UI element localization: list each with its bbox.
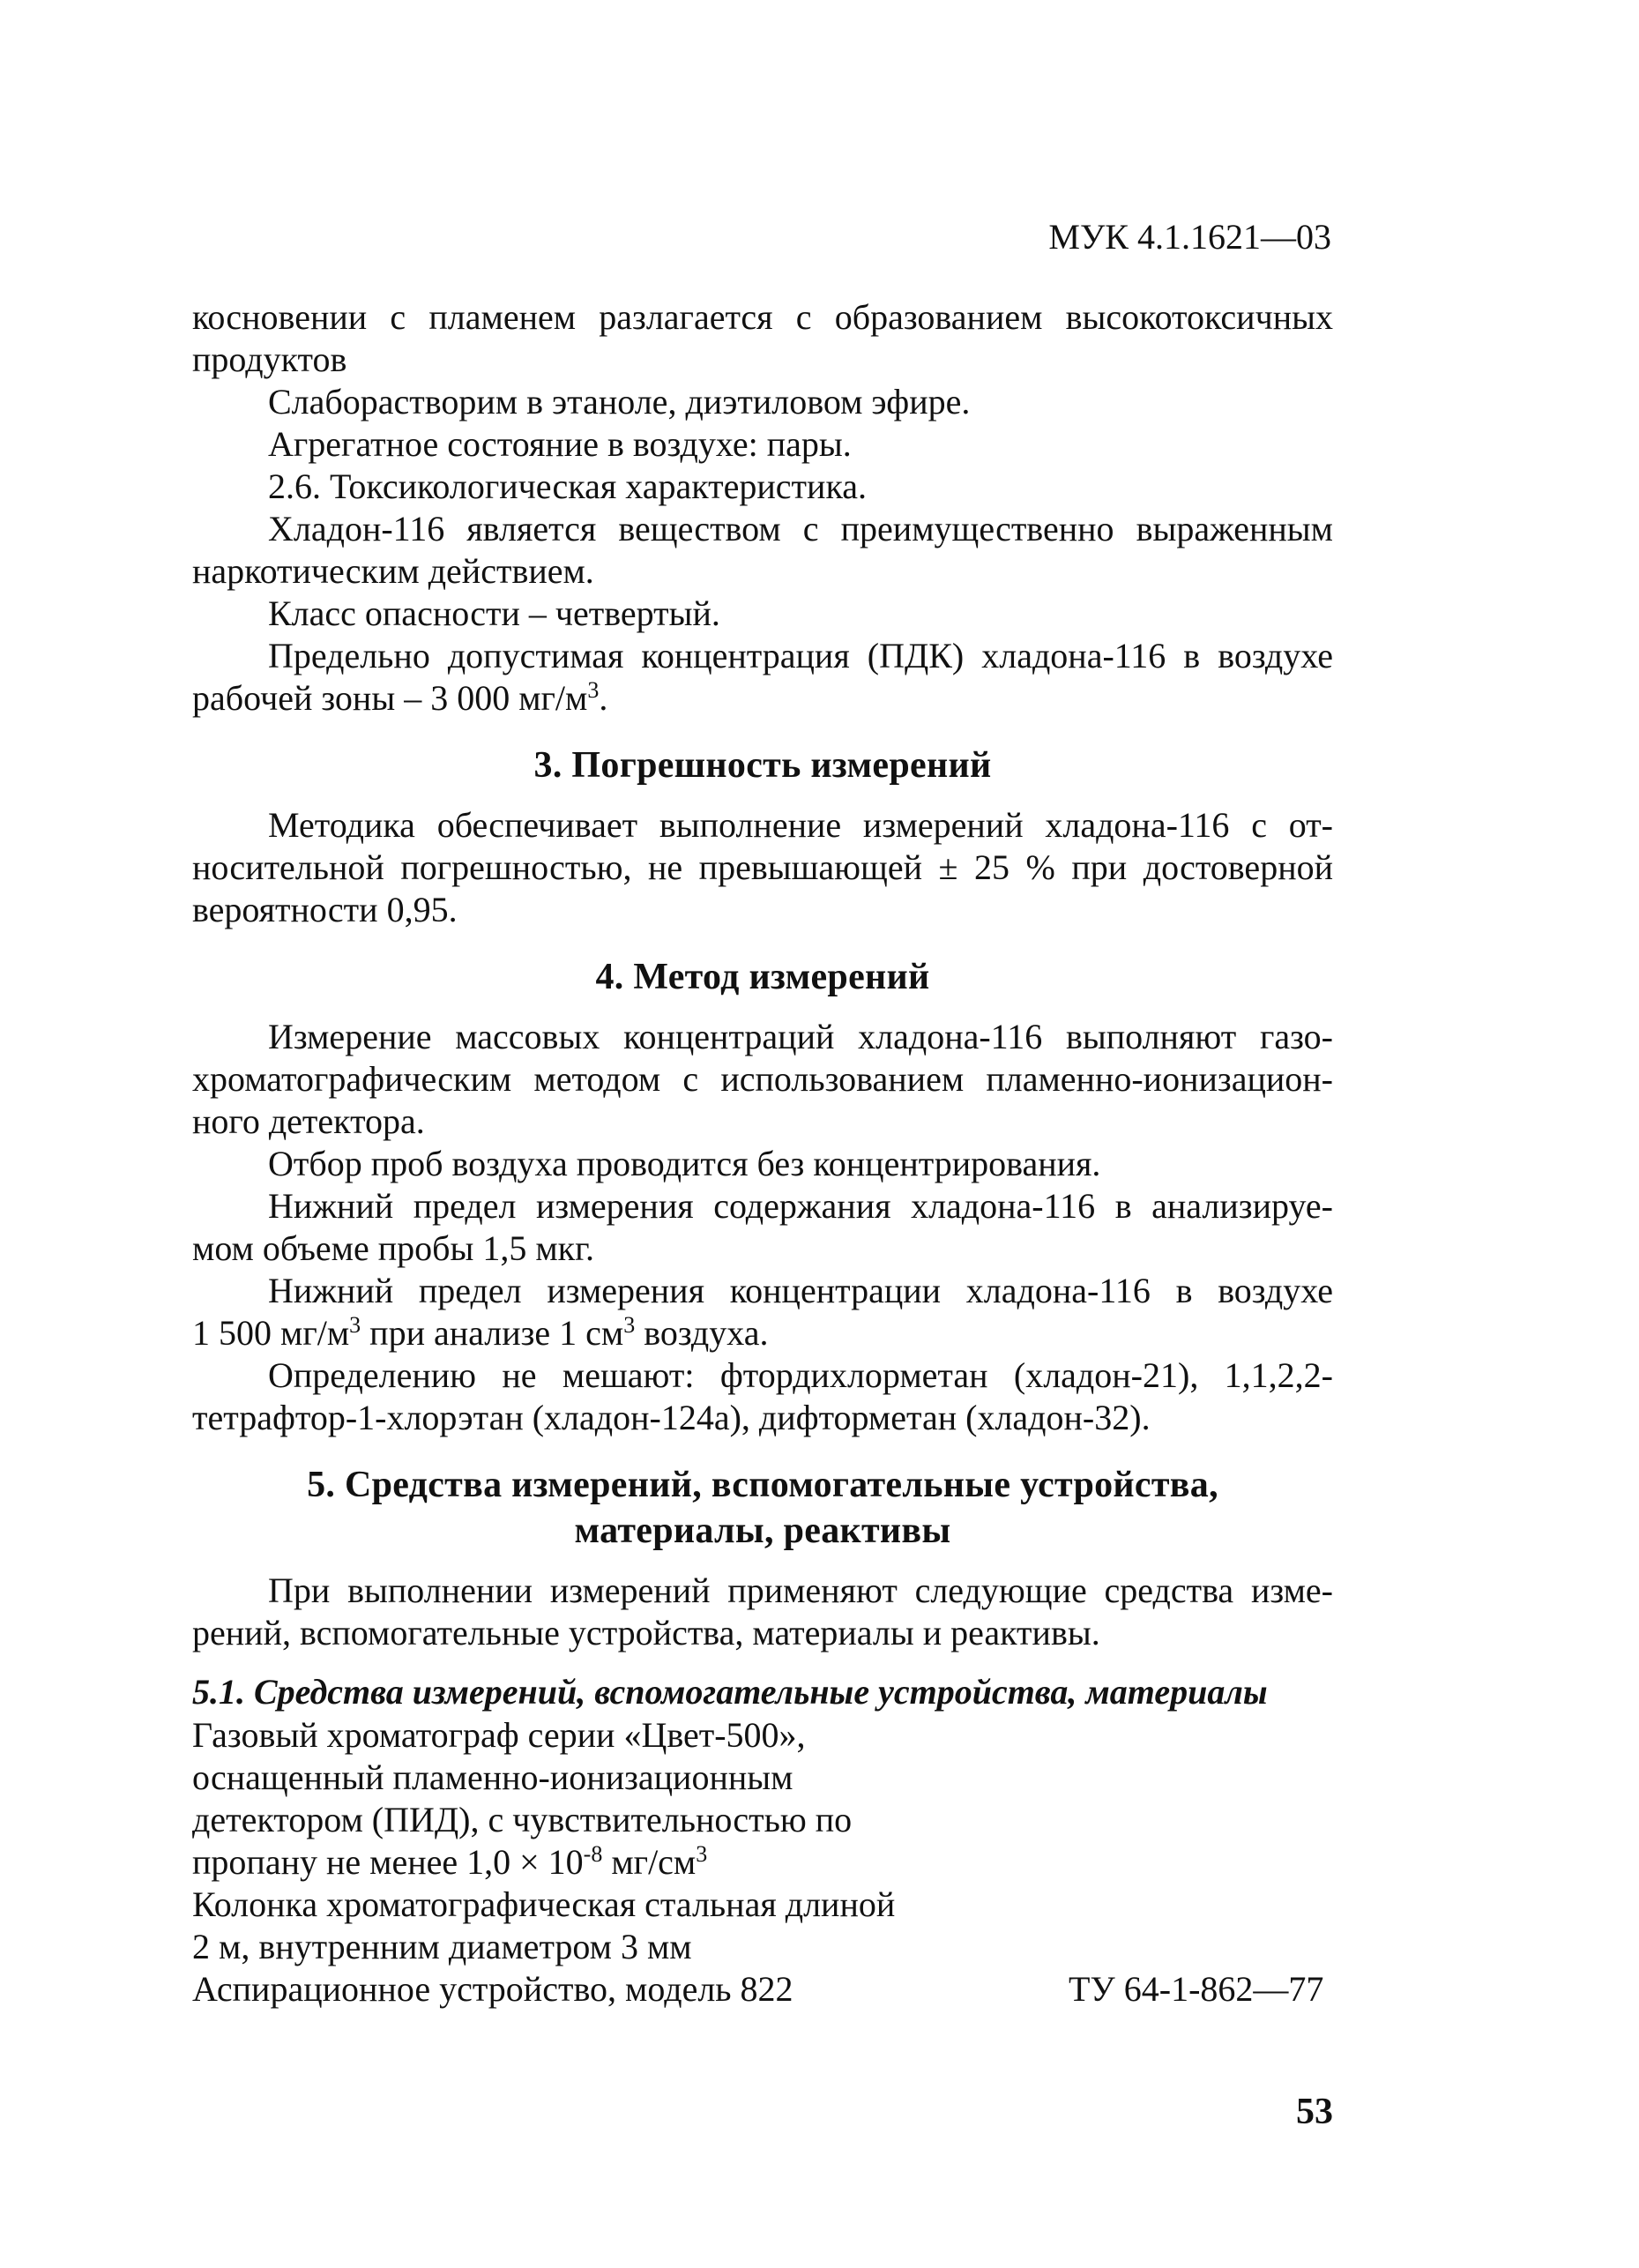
page-body xyxy=(192,296,1333,2011)
text-fragment: . xyxy=(599,678,608,718)
text-line: Колонка хроматографическая стальная длиной xyxy=(192,1884,896,1924)
text-fragment: 1 500 мг/м xyxy=(192,1313,350,1353)
text-fragment: воздуха. xyxy=(635,1313,769,1353)
equipment-description xyxy=(192,1884,898,1968)
equipment-spec: ТУ 64-1-862—77 xyxy=(1069,1969,1324,2009)
superscript: 3 xyxy=(587,677,600,703)
superscript: 3 xyxy=(349,1312,361,1338)
equipment-item xyxy=(192,1968,1333,2011)
heading-line: материалы, реактивы xyxy=(574,1511,951,1551)
superscript: 3 xyxy=(623,1312,636,1338)
text-line: тетрафтор-1-хлорэтан (хладон-124а), дифторметан (хладон-32). xyxy=(192,1398,1151,1437)
superscript: -8 xyxy=(583,1841,603,1867)
text-line: Нижний предел измерения концентрации хладона-116 в воздухе xyxy=(268,1271,1333,1310)
text-line: вероятности 0,95. xyxy=(192,890,458,929)
text-fragment: рабочей зоны – 3 000 мг/м xyxy=(192,678,588,718)
paragraph: Отбор проб воздуха проводится без концентрирования. xyxy=(268,1144,1101,1183)
equipment-description: Аспирационное устройство, модель 822 xyxy=(192,1969,793,2009)
subsection-heading: 5.1. Средства измерений, вспомогательные устройства, материалы xyxy=(192,1672,1268,1712)
text-line: ного детектора. xyxy=(192,1101,425,1141)
text-line: наркотическим действием. xyxy=(192,551,594,591)
equipment-item xyxy=(192,1714,1333,1884)
text-line: оснащенный пламенно-ионизационным xyxy=(192,1757,793,1797)
text-line: Предельно допустимая концентрация (ПДК) хладона-116 в воздухе xyxy=(268,636,1333,675)
section-heading: 4. Метод измерений xyxy=(595,957,930,997)
text-line: Нижний предел измерения содержания хладона-116 в анализируе- xyxy=(268,1186,1333,1226)
text-line: косновении с пламенем разлагается с образованием высокотоксичных xyxy=(192,297,1333,337)
text-line: продуктов xyxy=(192,339,347,379)
text-line xyxy=(192,1841,898,1884)
paragraph: Класс опасности – четвертый. xyxy=(268,593,720,633)
text-line: Измерение массовых концентраций хладона-116 выполняют газо- xyxy=(268,1017,1333,1056)
text-line xyxy=(192,677,1333,720)
equipment-description xyxy=(192,1714,898,1884)
page-number: 53 xyxy=(1296,2092,1333,2132)
text-line: Хладон-116 является веществом с преимущественно выраженным xyxy=(268,509,1333,548)
paragraph: Слаборастворим в этаноле, диэтиловом эфире. xyxy=(268,382,971,422)
text-line: рений, вспомогательные устройства, материалы и реактивы. xyxy=(192,1613,1100,1653)
document-code-header: МУК 4.1.1621—03 xyxy=(1048,217,1331,257)
section-heading: 3. Погрешность измерений xyxy=(533,745,992,786)
text-fragment: мг/см xyxy=(602,1842,697,1882)
section-heading xyxy=(192,1462,1333,1554)
text-fragment: пропану не менее 1,0 × 10 xyxy=(192,1842,584,1882)
text-line: носительной погрешностью, не превышающей ± 25 % при достоверной xyxy=(192,847,1333,887)
text-line: Методика обеспечивает выполнение измерений хладона-116 с от- xyxy=(268,805,1333,845)
heading-line: 5. Средства измерений, вспомогательные устройства, xyxy=(307,1465,1218,1505)
text-line: детектором (ПИД), с чувствительностью по xyxy=(192,1800,853,1839)
text-line xyxy=(192,1312,1333,1354)
text-line: Газовый хроматограф серии «Цвет-500», xyxy=(192,1715,806,1755)
text-fragment: при анализе 1 см xyxy=(361,1313,624,1353)
text-line: мом объеме пробы 1,5 мкг. xyxy=(192,1228,594,1268)
paragraph: Агрегатное состояние в воздухе: пары. xyxy=(268,424,852,464)
equipment-item xyxy=(192,1884,1333,1968)
text-line: При выполнении измерений применяют следующие средства изме- xyxy=(268,1570,1333,1610)
paragraph: 2.6. Токсикологическая характеристика. xyxy=(268,466,868,506)
text-line: 2 м, внутренним диаметром 3 мм xyxy=(192,1927,692,1966)
text-line: хроматографическим методом с использованием пламенно-ионизацион- xyxy=(192,1059,1333,1099)
text-line: Определению не мешают: фтордихлорметан (хладон-21), 1,1,2,2- xyxy=(268,1355,1333,1395)
superscript: 3 xyxy=(696,1841,708,1867)
